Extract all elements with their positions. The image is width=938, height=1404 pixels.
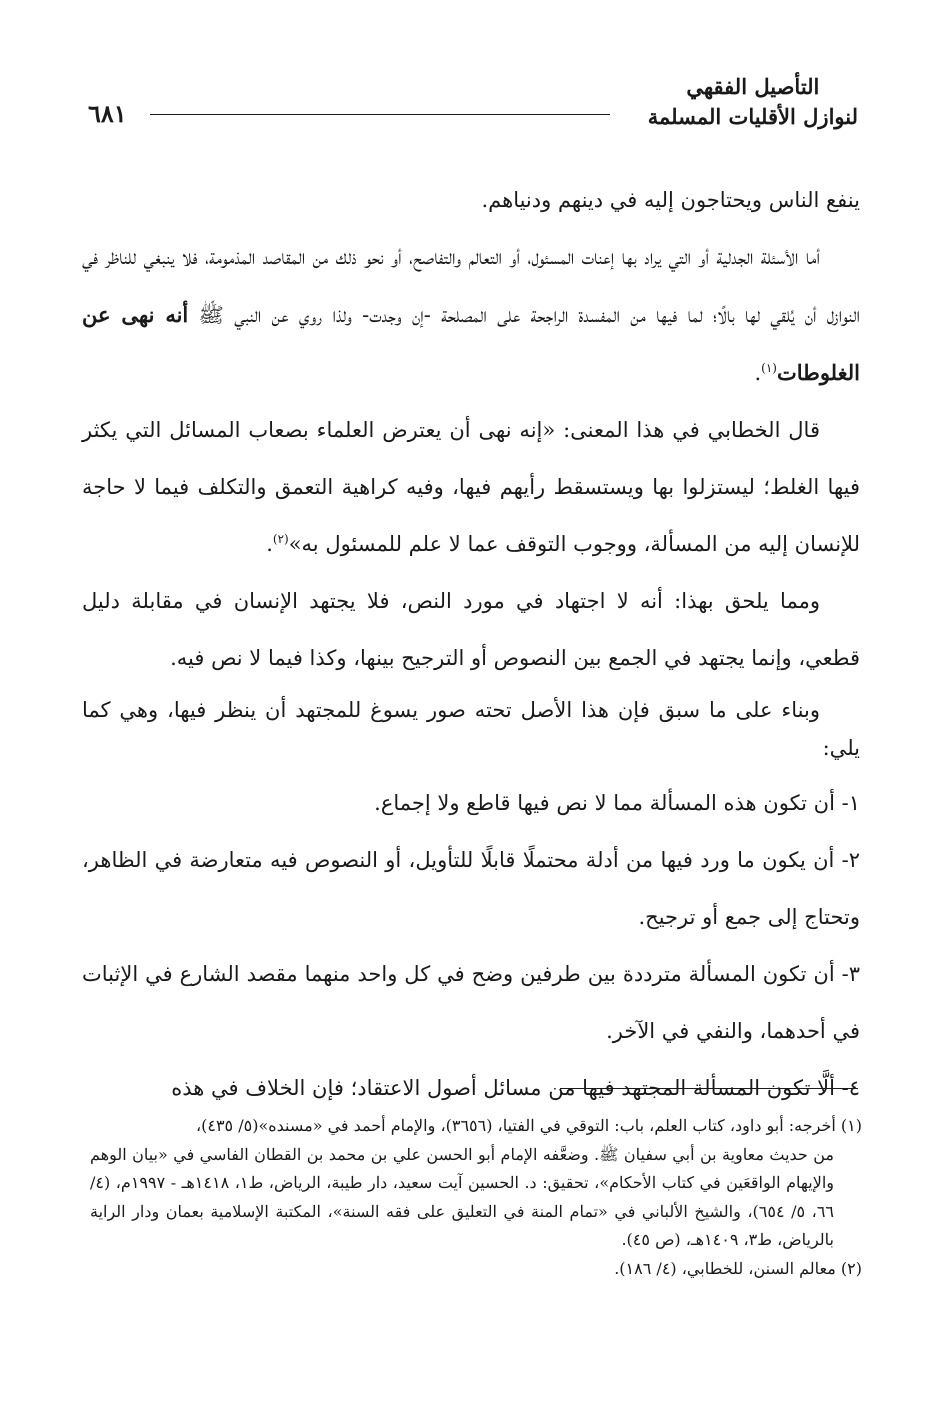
footnote-1-label: (١) — [840, 1116, 862, 1135]
paragraph-4: ومما يلحق بهذا: أنه لا اجتهاد في مورد النص، فلا يجتهد الإنسان في مقابلة دليل قطعي، وإنما يجتهد في الجمع بين النصوص أو الترجيح بينها، وكذا فيما لا نص فيه. — [82, 589, 860, 670]
list-item-3: ٣- أن تكون المسألة مترددة بين طرفين وضح في كل واحد منهما مقصد الشارع في الإثبات في أحدهما، والنفي في الآخر. — [82, 962, 860, 1043]
page-number: ٦٨١ — [88, 99, 127, 128]
running-header — [88, 72, 858, 142]
footnote-1-continuation: من حديث معاوية بن أبي سفيان ﷺ. وضعَّفه الإمام أبو الحسن علي بن محمد بن القطان الفاسي في «بيان الوهم والإيهام الواقعَين في كتاب الأحكام»، تحقيق: د. الحسين آيت سعيد، دار طيبة، الرياض، ط١، ١٤١٨هـ - ١٩٩٧م، (٤/ ٦٦، ٥/ ٦٥٤)، والشيخ الألباني في «تمام المنة في التعليق على فقه السنة»، المكتبة الإسلامية بعمان ودار الراية بالرياض، ط٣، ١٤٠٩هـ، (ص ٤٥). — [90, 1144, 835, 1249]
footnote-ref-2[interactable]: (٢) — [272, 532, 289, 546]
paragraph-2-end: . — [754, 361, 762, 385]
paragraph-3-end: . — [266, 532, 273, 556]
list-item-2: ٢- أن يكون ما ورد فيها من أدلة محتملًا قابلًا للتأويل، أو النصوص فيه متعارضة في الظاهر، وتحتاج إلى جمع أو ترجيح. — [82, 848, 860, 929]
footnote-1 — [90, 1112, 862, 1255]
header-rule — [150, 114, 610, 115]
paragraph-2-text: أما الأسئلة الجدلية أو التي يراد بها إعنات المسئول، أو التعالم والتفاصح، أو نحو ذلك من المقاصد المذمومة، فلا ينبغي للناظر في النوازل أن يُلقي لها بالًا؛ لما فيها من المفسدة الراجحة على المصلحة -إن وجدت- ولذا روي عن النبي ﷺ — [82, 245, 860, 327]
paragraph-1: ينفع الناس ويحتاجون إليه في دينهم ودنياهم. — [481, 188, 860, 212]
footnote-ref-1[interactable]: (١) — [761, 361, 777, 375]
paragraph-5: وبناء على ما سبق فإن هذا الأصل تحته صور يسوغ للمجتهد أن ينظر فيها، وهي كما يلي: — [82, 698, 860, 760]
list-item-4: ٤- ألَّا تكون المسألة المجتهد فيها من مسائل أصول الاعتقاد؛ فإن الخلاف في هذه — [171, 1076, 860, 1100]
paragraph-2 — [82, 229, 860, 402]
footnote-separator — [560, 1088, 858, 1089]
list-item-1: ١- أن تكون هذه المسألة مما لا نص فيها قاطع ولا إجماع. — [374, 791, 860, 815]
book-title-line-2: لنوازل الأقليات المسلمة — [647, 104, 858, 129]
footnote-2-label: (٢) — [840, 1258, 862, 1278]
main-text — [82, 172, 860, 1117]
book-title-line-1: التأصيل الفقهي — [686, 74, 820, 99]
paragraph-3-text: قال الخطابي في هذا المعنى: «إنه نهى أن يعترض العلماء بصعاب المسائل التي يكثر فيها الغلط؛ ليستزلوا بها ويستسقط رأيهم فيها، وفيه كراهية التعمق والتكلف فيما لا حاجة للإنسان إليه من المسألة، ووجوب التوقف عما لا علم للمسئول به» — [82, 418, 860, 556]
footnote-2-text: معالم السنن، للخطابي، (٤/ ١٨٦). — [614, 1258, 836, 1278]
footnote-2 — [90, 1255, 862, 1284]
paragraph-3 — [82, 402, 860, 573]
footnotes — [90, 1112, 862, 1283]
hadith-phrase: أنه نهى عن الغلوطات — [82, 302, 860, 385]
footnote-1-first-line: أخرجه: أبو داود، كتاب العلم، باب: التوقي في الفتيا، (٣٦٥٦)، والإمام أحمد في «مسنده»(٥/ ٤٣٥)، — [195, 1116, 836, 1135]
book-title — [648, 72, 858, 132]
